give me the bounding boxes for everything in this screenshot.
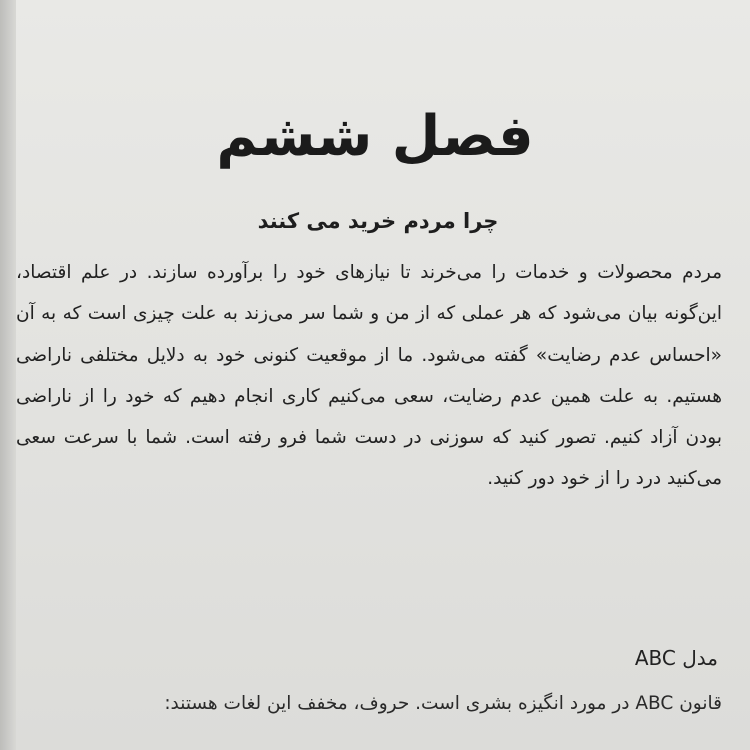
- section-heading: چرا مردم خرید می کنند: [257, 209, 499, 233]
- model-heading: مدل ABC: [634, 646, 718, 670]
- chapter-title: فصل ششم: [216, 104, 534, 169]
- body-paragraph: مردم محصولات و خدمات را می‌خرند تا نیازهای خود را برآورده سازند. در علم اقتصاد، این‌گونه بیان می‌شود که هر عملی که از من و شما سر می‌زند به علت چیزی است که به آن «احساس عدم رضایت» گفته می‌شود. ما از موقعیت کنونی خود به دلایل مختلفی ناراضی هستیم. به علت همین عدم رضایت، سعی می‌کنیم کاری انجام دهیم که خود را از ناراضی بودن آزاد کنیم. تصور کنید که سوزنی در دست شما فرو رفته است. شما با سرعت سعی می‌کنید درد را از خود دور کنید.: [16, 262, 722, 490]
- model-intro-line: قانون ABC در مورد انگیزه بشری است. حروف، مخفف این لغات هستند:: [164, 693, 722, 714]
